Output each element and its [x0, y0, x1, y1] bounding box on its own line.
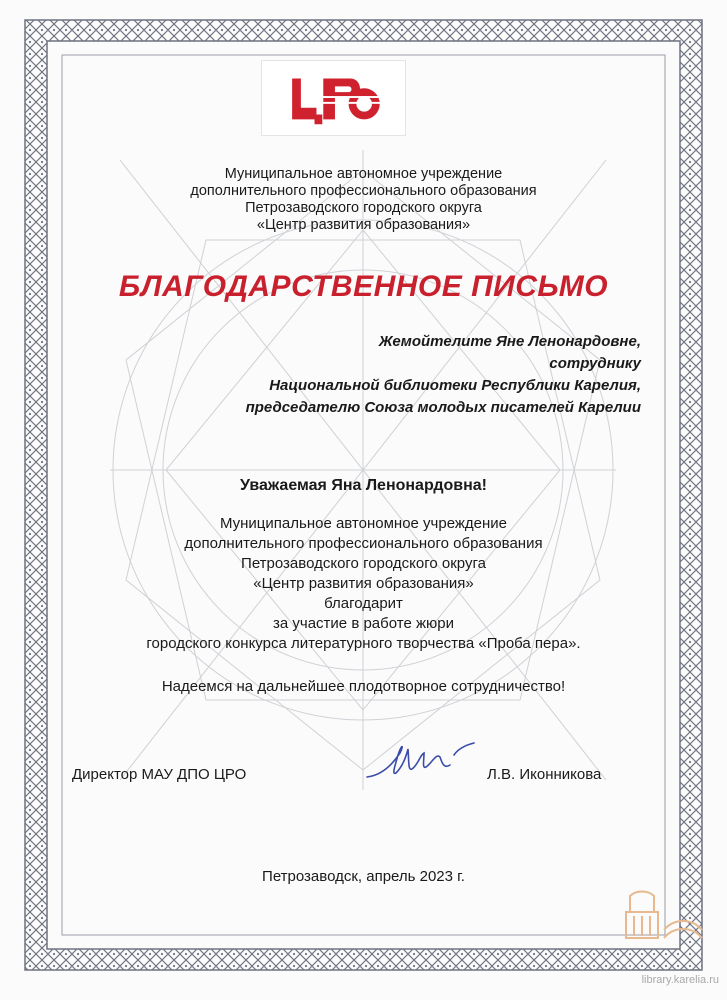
body-line: дополнительного профессионального образования	[184, 535, 543, 552]
body-line: за участие в работе жюри	[273, 615, 454, 632]
document-title: БЛАГОДАРСТВЕННОЕ ПИСЬМО	[118, 270, 609, 303]
closing-line: Надеемся на дальнейшее плодотворное сотрудничество!	[161, 678, 566, 695]
salutation: Уважаемая Яна Ленонардовна!	[240, 477, 487, 494]
logo	[261, 60, 406, 136]
org-line: Петрозаводского городского округа	[245, 200, 482, 216]
handwritten-signature	[362, 735, 482, 787]
recipient-line: сотруднику	[549, 355, 641, 372]
body-line: Петрозаводского городского округа	[241, 555, 486, 572]
recipient-block	[246, 331, 641, 419]
recipient-line: председателю Союза молодых писателей Карелии	[245, 399, 641, 416]
signatory-role: Директор МАУ ДПО ЦРО	[72, 766, 247, 783]
body-line: Муниципальное автономное учреждение	[219, 515, 508, 532]
organization-header	[60, 166, 667, 234]
recipient-line: Жемойтелите Яне Ленонардовне,	[378, 333, 641, 350]
signatory-name: Л.В. Иконникова	[487, 766, 602, 783]
body-line: «Центр развития образования»	[253, 575, 474, 592]
library-watermark-icon	[616, 886, 712, 956]
body-line: городского конкурса литературного творчества «Проба пера».	[146, 635, 581, 652]
watermark-text: library.karelia.ru	[641, 974, 719, 986]
place-date: Петрозаводск, апрель 2023 г.	[262, 868, 465, 885]
org-line: «Центр развития образования»	[256, 217, 471, 233]
cro-logo-icon	[262, 61, 405, 135]
body-line: благодарит	[324, 595, 403, 612]
org-line: Муниципальное автономное учреждение	[224, 166, 503, 182]
recipient-line: Национальной библиотеки Республики Карелия,	[269, 377, 641, 394]
org-line: дополнительного профессионального образования	[190, 183, 537, 199]
letter-body	[60, 514, 667, 654]
